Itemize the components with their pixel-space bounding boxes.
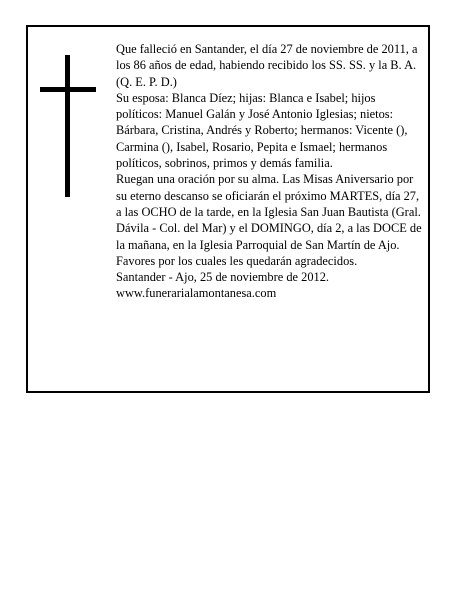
cross-vertical-bar — [65, 55, 70, 197]
mass-announcement: Ruegan una oración por su alma. Las Misas Aniversario por su eterno descanso se oficiarán el próximo MARTES, día 27, a las OCHO de la tarde, en la Iglesia San Juan Bautista (Gral. Dávila - Col. del Mar) y el DOMINGO, día 2, a las DOCE de la mañana, en la Iglesia Parroquial de San Martín de Ajo. Favores por los cuales les quedarán agradecidos. — [116, 172, 422, 268]
rip-abbreviation: (Q. E. P. D.) — [116, 74, 177, 89]
obituary-notice — [26, 25, 430, 393]
place-and-date: Santander - Ajo, 25 de noviembre de 2012. — [116, 270, 329, 285]
funeral-home-website: www.funerarialamontanesa.com — [116, 286, 277, 301]
cross-icon — [40, 55, 96, 197]
cross-horizontal-bar — [40, 87, 96, 92]
notice-text — [116, 41, 422, 302]
death-announcement: Que falleció en Santander, el día 27 de noviembre de 2011, a los 86 años de edad, habiendo recibido los SS. SS. y la B. A. — [116, 42, 418, 73]
family-list: Su esposa: Blanca Díez; hijas: Blanca e Isabel; hijos políticos: Manuel Galán y José Antonio Iglesias; nietos: Bárbara, Cristina, Andrés y Roberto; hermanos: Vicente (), Carmina (), Isabel, Rosario, Pepita e Ismael; hermanos políticos, sobrinos, primos y demás familia. — [116, 90, 408, 171]
